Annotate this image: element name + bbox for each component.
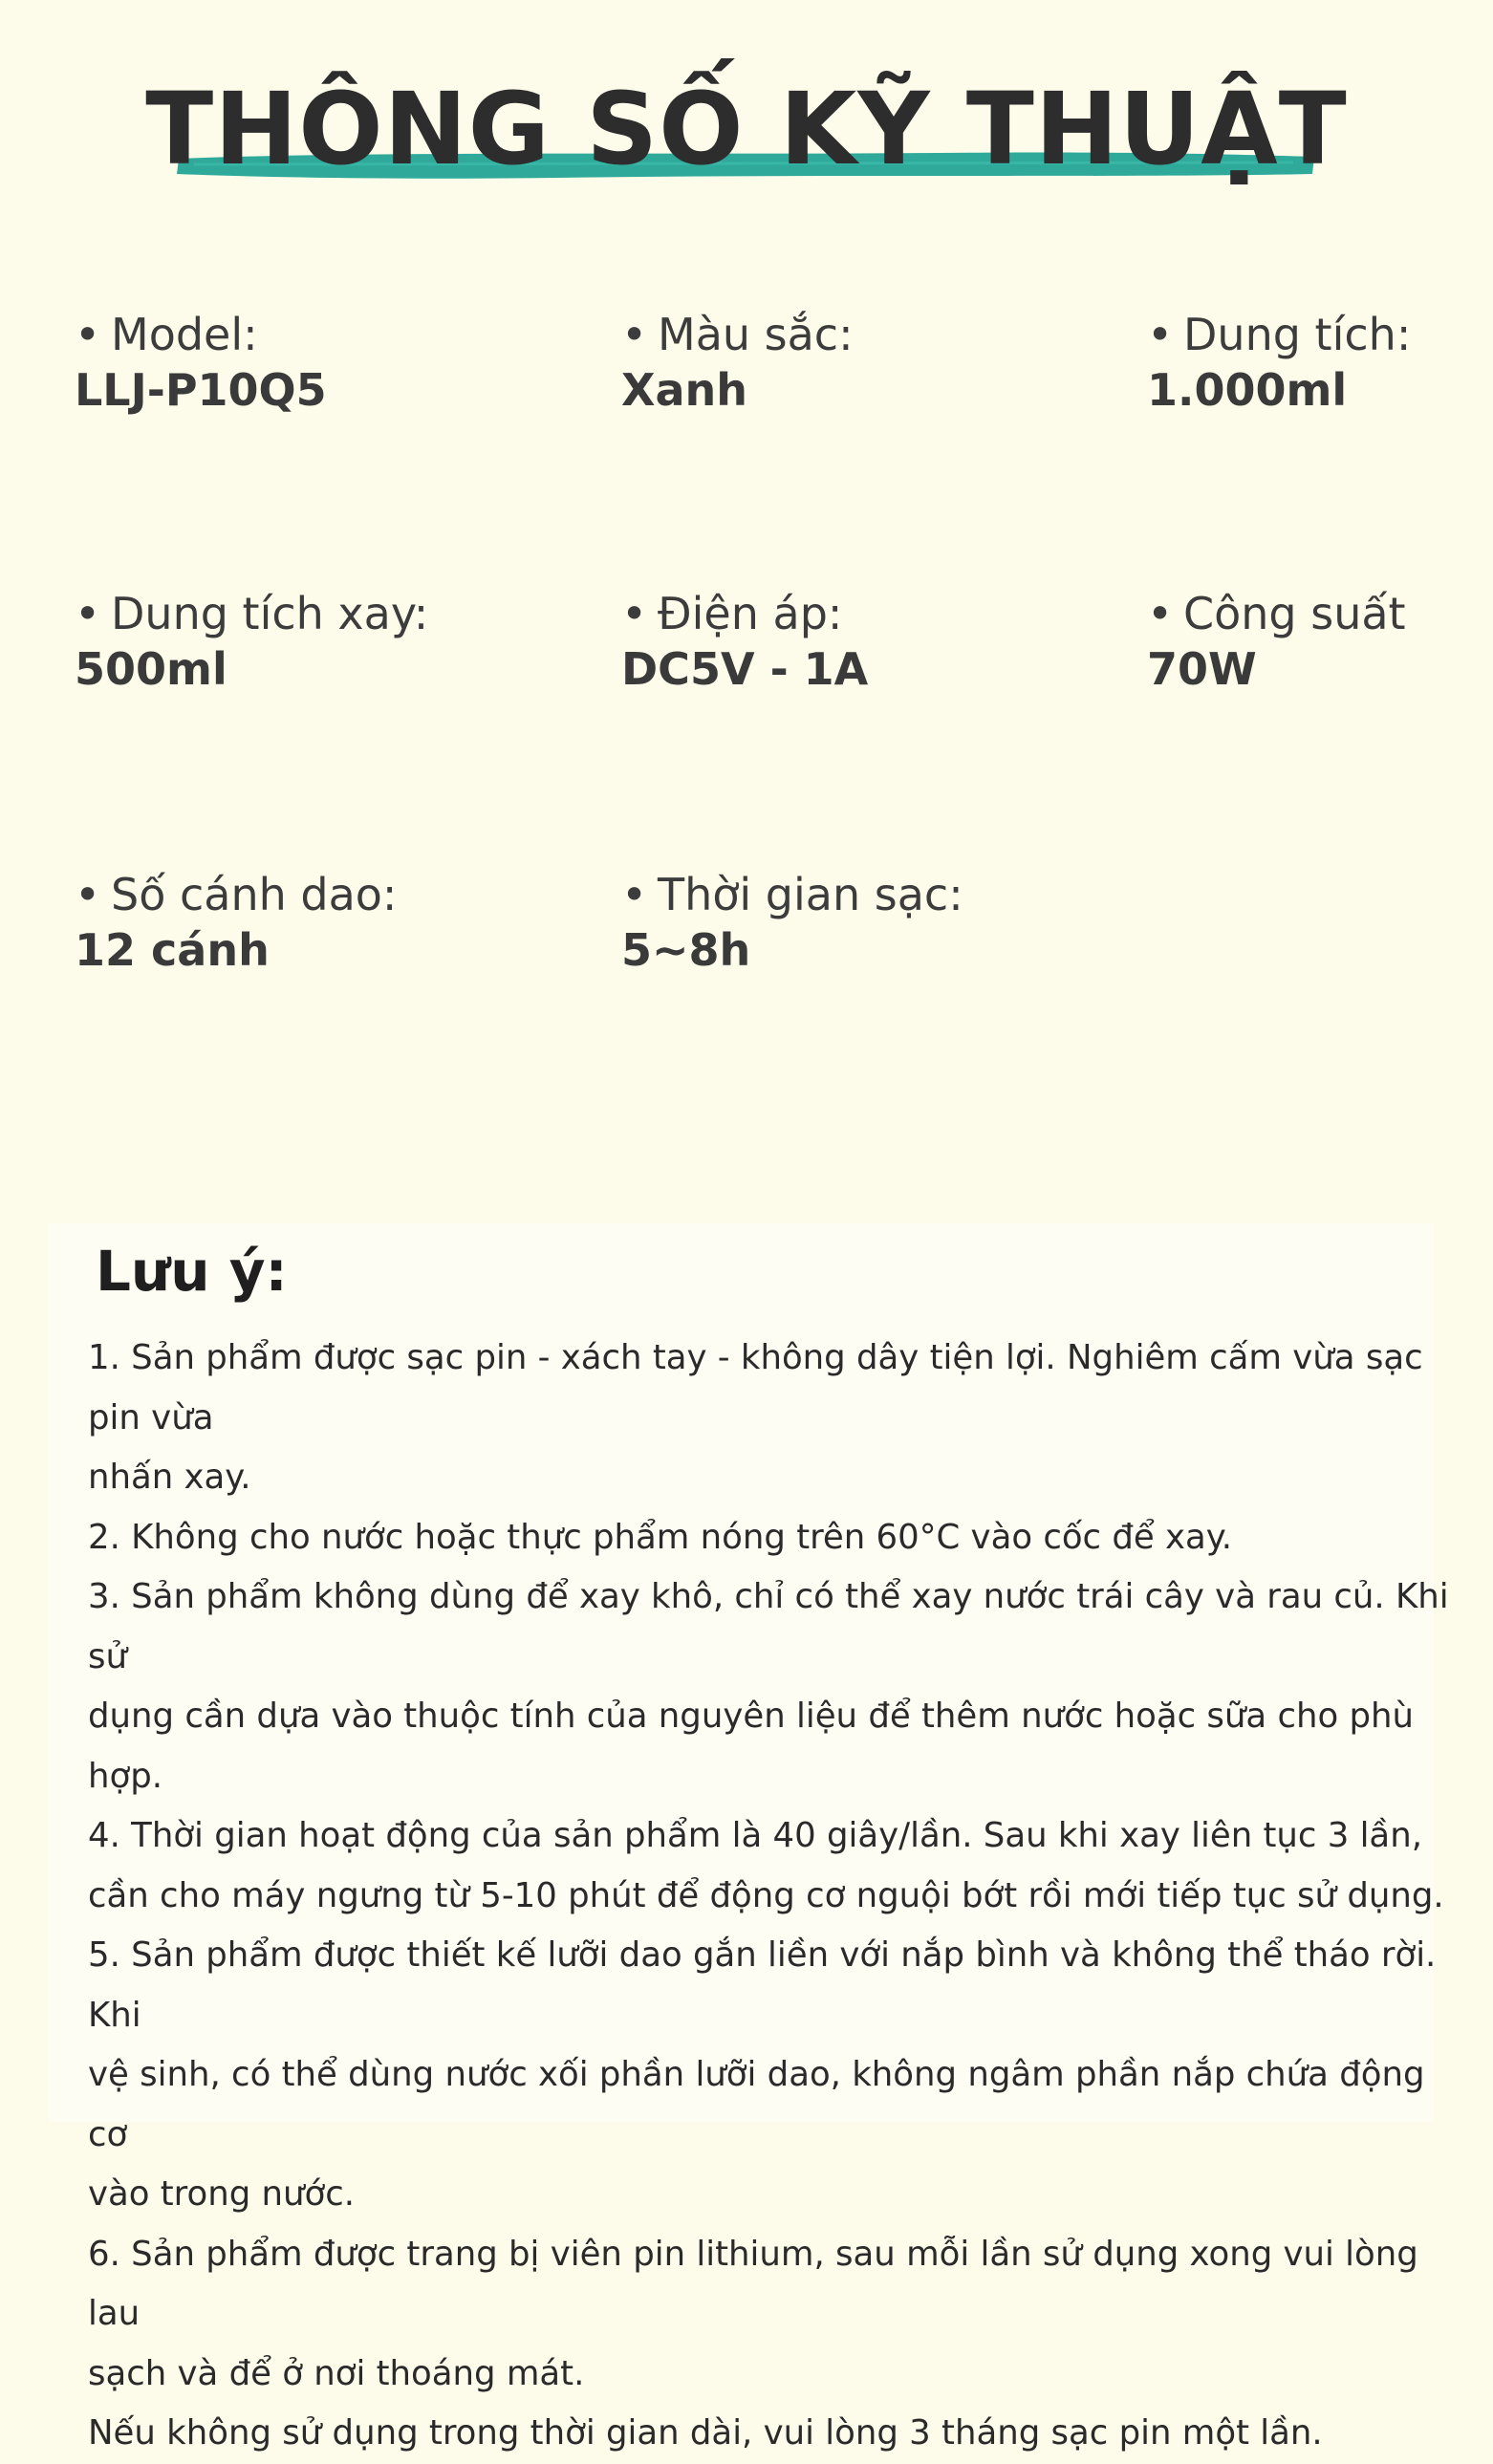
spec-label: • Thời gian sạc: xyxy=(621,869,963,920)
note-line: sạch và để ở nơi thoáng mát. xyxy=(88,2353,585,2393)
page-header xyxy=(0,67,1493,201)
spec-value: Xanh xyxy=(621,364,748,416)
note-line: 5. Sản phẩm được thiết kế lưỡi dao gắn liền với nắp bình và không thể tháo rời. Khi xyxy=(88,1935,1437,2035)
notes-panel xyxy=(48,1223,1449,2453)
note-line: 1. Sản phẩm được sạc pin - xách tay - không dây tiện lợi. Nghiêm cấm vừa sạc pin vừa xyxy=(88,1338,1423,1437)
note-line: vệ sinh, có thể dùng nước xối phần lưỡi dao, không ngâm phần nắp chứa động cơ xyxy=(88,2055,1425,2154)
spec-value: DC5V - 1A xyxy=(621,643,869,695)
spec-value: 1.000ml xyxy=(1147,364,1348,416)
note-line: 2. Không cho nước hoặc thực phẩm nóng trên 60°C vào cốc để xay. xyxy=(88,1517,1233,1557)
spec-value: 500ml xyxy=(75,643,227,695)
spec-label: • Số cánh dao: xyxy=(75,869,398,920)
spec-color xyxy=(621,306,1118,419)
spec-capacity xyxy=(1147,306,1472,419)
spec-label: • Màu sắc: xyxy=(621,309,854,360)
note-line: dụng cần dựa vào thuộc tính của nguyên liệu để thêm nước hoặc sữa cho phù hợp. xyxy=(88,1697,1414,1796)
notes-heading: Lưu ý: xyxy=(96,1239,288,1304)
note-line: 3. Sản phẩm không dùng để xay khô, chỉ có thể xay nước trái cây và rau củ. Khi sử xyxy=(88,1577,1449,1676)
spec-blade-count xyxy=(75,866,572,979)
spec-model xyxy=(75,306,572,419)
spec-label: • Dung tích: xyxy=(1147,309,1412,360)
note-line: 6. Sản phẩm được trang bị viên pin lithium, sau mỗi lần sử dụng xong vui lòng lau xyxy=(88,2234,1418,2333)
note-line: Nếu không sử dụng trong thời gian dài, vui lòng 3 tháng sạc pin một lần. xyxy=(88,2413,1323,2453)
notes-body xyxy=(88,1329,1464,2464)
spec-label: • Dung tích xay: xyxy=(75,588,429,639)
note-line: nhấn xay. xyxy=(88,1458,251,1497)
note-line: vào trong nước. xyxy=(88,2174,356,2214)
page-title: THÔNG SỐ KỸ THUẬT xyxy=(145,71,1348,187)
spec-label: • Điện áp: xyxy=(621,588,843,639)
spec-label: • Công suất xyxy=(1147,588,1406,639)
spec-voltage xyxy=(621,585,1118,698)
spec-value: 12 cánh xyxy=(75,924,270,976)
spec-power xyxy=(1147,585,1472,698)
spec-charge-time xyxy=(621,866,1118,979)
note-line: cần cho máy ngưng từ 5-10 phút để động cơ nguội bớt rồi mới tiếp tục sử dụng. xyxy=(88,1875,1444,1915)
spec-value: 70W xyxy=(1147,643,1257,695)
spec-value: 5~8h xyxy=(621,924,751,976)
note-line: 4. Thời gian hoạt động của sản phẩm là 40 giây/lần. Sau khi xay liên tục 3 lần, xyxy=(88,1816,1422,1855)
spec-blend-capacity xyxy=(75,585,572,698)
spec-label: • Model: xyxy=(75,309,258,360)
spec-value: LLJ-P10Q5 xyxy=(75,364,327,416)
